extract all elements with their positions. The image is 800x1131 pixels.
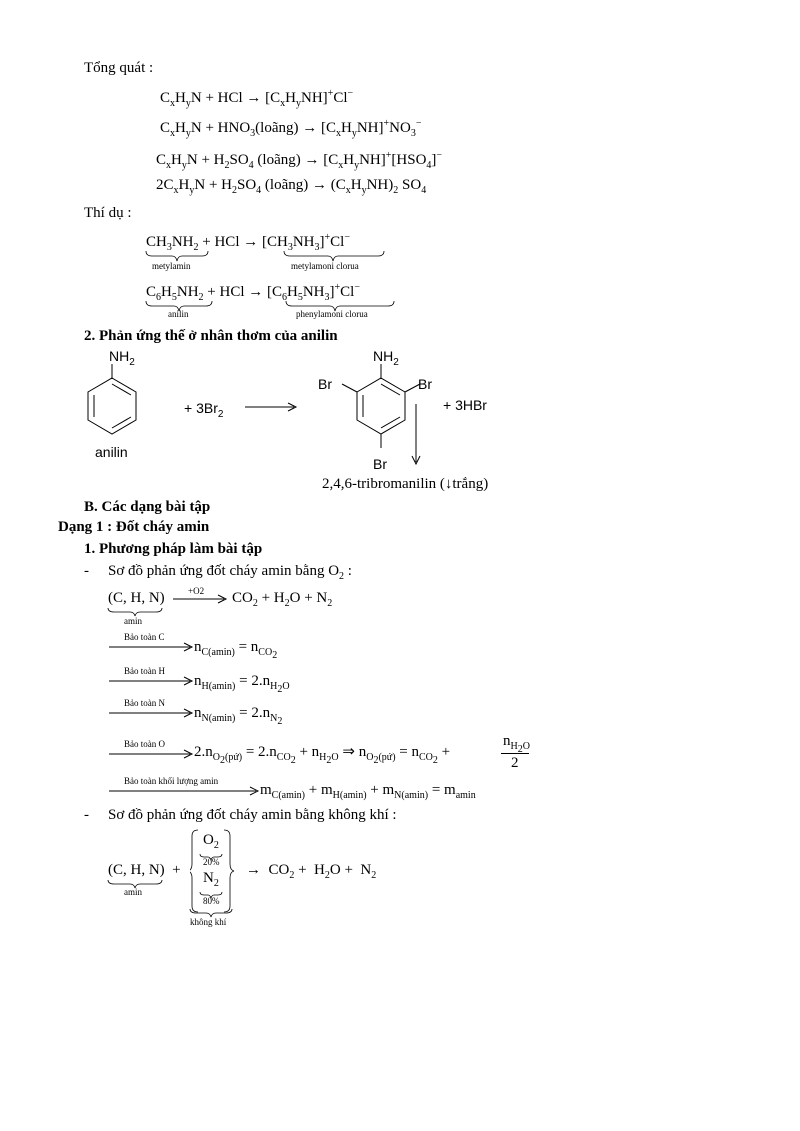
general-label: Tổng quát :	[84, 60, 154, 76]
substitution-heading: 2. Phản ứng thế ở nhân thơm của anilin	[84, 328, 338, 344]
amin-formula: (C, H, N)	[108, 590, 165, 606]
cons-mass-label: Bảo toàn khối lượng amin	[124, 776, 219, 786]
cons-h-label: Bảo toàn H	[124, 666, 165, 676]
combustion-products: $CO_2 + H_2O + N_2$	[232, 590, 333, 609]
amin-label-air: amin	[124, 887, 142, 897]
cons-c-equation: $n_{C(amin)} = n_{CO_2}$	[194, 639, 278, 661]
cons-o-equation: $2.n_{O_2(pứ)} = 2.n_{CO_2} + n_{H_2O}$ ⇒ $n_{O_2(pứ)} = n_{CO_2}$ +	[194, 744, 451, 766]
air-label: không khí	[190, 917, 227, 927]
cons-h-arrow	[108, 676, 194, 686]
br-right: Br	[418, 376, 432, 392]
precipitate-arrow	[410, 404, 422, 466]
byproduct-hbr: + 3HBr	[443, 397, 487, 413]
aniline-nh2: $NH_2$	[109, 348, 135, 368]
section-b-heading: B. Các dạng bài tập	[84, 499, 211, 515]
amin-label: amin	[124, 616, 142, 626]
aniline-label: anilin	[95, 444, 128, 460]
product-nh2: $NH_2$	[373, 348, 399, 368]
air-n2: $N_2$	[203, 870, 219, 889]
br-bottom: Br	[373, 456, 387, 472]
cons-h-equation: $n_{H(amin)} = 2.n_{H_2O}$	[194, 673, 290, 695]
equation-h2so4-2: $2C_xH_yN + H_2SO_4$ (loãng) → $(C_xH_yNH)_2$ $SO_4$	[156, 177, 427, 196]
bullet2: Sơ đồ phản ứng đốt cháy amin bằng không khí :	[108, 807, 397, 823]
equation-hcl: $C_xH_yN$ + HCl → $[C_xH_yNH]^+Cl^-$	[160, 88, 354, 109]
example2-equation: $C_6H_5NH_2$ + HCl → $[C_6H_5NH_3]^+Cl^-$	[146, 282, 360, 303]
reagent-br2: + $3Br_2$	[184, 400, 224, 420]
fraction-bar	[501, 753, 529, 754]
type1-heading: Dạng 1 : Đốt cháy amin	[58, 519, 210, 535]
product-label: 2,4,6-tribromanilin (↓trắng)	[322, 476, 489, 492]
br-left: Br	[318, 376, 332, 392]
anilin-small-label: anilin	[168, 309, 189, 319]
o2-over-arrow: +O2	[188, 586, 205, 596]
bullet2-dash: -	[84, 807, 89, 823]
air-products: → $CO_2 + H_2O + N_2$	[246, 862, 377, 881]
air-o2-pct: 20%	[203, 857, 220, 867]
metylamoni-label: metylamoni clorua	[291, 261, 359, 271]
aniline-ring	[84, 362, 144, 442]
fraction-denominator: 2	[511, 755, 519, 771]
cons-mass-equation: $m_{C(amin)} + m_{H(amin)} + m_{N(amin)} = m_{amin}$	[260, 782, 476, 801]
equation-hno3: $C_xH_yN$ + $HNO_3(loãng) \to [C_xH_yNH]^+NO_3^-$	[160, 118, 422, 139]
cons-c-arrow	[108, 642, 194, 652]
example1-equation: $CH_3NH_2$ + HCl → $[CH_3NH_3]^+Cl^-$	[146, 232, 350, 253]
cons-mass-arrow	[108, 786, 260, 796]
reaction-arrow	[244, 401, 300, 413]
metylamin-label: metylamin	[152, 261, 191, 271]
cons-o-label: Bảo toàn O	[124, 739, 165, 749]
o2-arrow	[172, 594, 228, 604]
amin-formula-air: (C, H, N) +	[108, 862, 181, 878]
fraction-numerator: $n_{H_2O}$	[503, 733, 530, 755]
bullet1-dash: -	[84, 563, 89, 579]
equation-h2so4-1: $C_xH_yN + H_2SO_4$ (loãng) → $[C_xH_yNH]^+[HSO_4]^-$	[156, 150, 443, 171]
cons-n-label: Bảo toàn N	[124, 698, 165, 708]
air-n2-pct: 80%	[203, 896, 220, 906]
method-heading: 1. Phương pháp làm bài tập	[84, 541, 263, 557]
phenylamoni-label: phenylamoni clorua	[296, 309, 368, 319]
air-o2: $O_2$	[203, 832, 219, 851]
cons-n-equation: $n_{N(amin)} = 2.n_{N_2}$	[194, 705, 283, 727]
cons-o-arrow	[108, 749, 194, 759]
example-label: Thí dụ :	[84, 205, 132, 221]
cons-n-arrow	[108, 708, 194, 718]
bullet1: Sơ đồ phản ứng đốt cháy amin bằng $O_2$ :	[108, 563, 352, 582]
cons-c-label: Bảo toàn C	[124, 632, 165, 642]
